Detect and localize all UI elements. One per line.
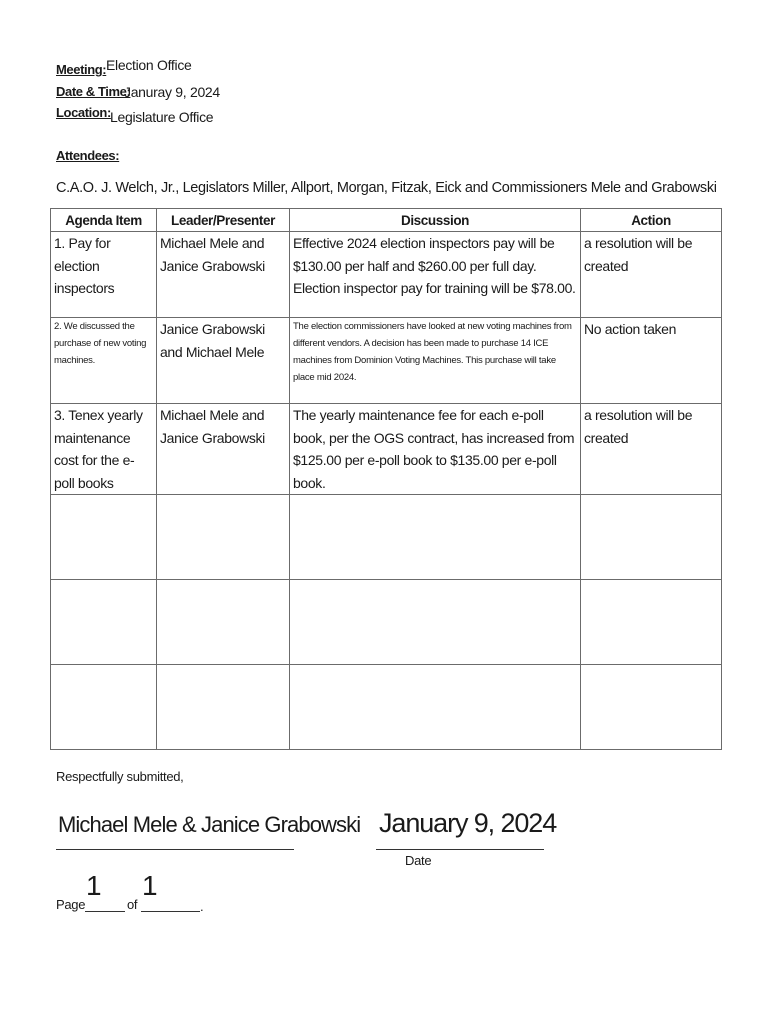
empty-cell: [51, 580, 157, 665]
signature-text: Michael Mele & Janice Grabowski: [58, 812, 361, 837]
page-label: Page: [56, 897, 86, 912]
empty-cell: [51, 665, 157, 750]
signature-line: [56, 849, 294, 850]
leader-cell: Janice Grabowski and Michael Mele: [157, 318, 290, 404]
column-header-leader-presenter: Leader/Presenter: [157, 209, 290, 232]
empty-cell: [290, 495, 581, 580]
column-header-discussion: Discussion: [290, 209, 581, 232]
period: .: [200, 899, 204, 914]
empty-cell: [157, 665, 290, 750]
datetime-value: Januray 9, 2024: [124, 84, 220, 100]
meeting-value: Election Office: [106, 57, 192, 73]
empty-cell: [581, 495, 722, 580]
agenda-item-cell: 3. Tenex yearly maintenance cost for the e-poll books: [51, 404, 157, 495]
date-value: January 9, 2024: [379, 808, 557, 838]
location-value: Legislature Office: [110, 109, 214, 125]
empty-cell: [290, 580, 581, 665]
action-cell: a resolution will be created: [581, 232, 722, 318]
table-header-row: [51, 209, 722, 232]
column-header-action: Action: [581, 209, 722, 232]
empty-cell: [290, 665, 581, 750]
agenda-item-cell: 2. We discussed the purchase of new voting machines.: [51, 318, 157, 404]
table-row: [51, 318, 722, 404]
empty-cell: [51, 495, 157, 580]
empty-cell: [581, 665, 722, 750]
leader-cell: Michael Mele and Janice Grabowski: [157, 232, 290, 318]
page-total-line: [141, 911, 200, 912]
action-cell: No action taken: [581, 318, 722, 404]
empty-cell: [157, 495, 290, 580]
closing-text: Respectfully submitted,: [56, 769, 184, 784]
discussion-cell: Effective 2024 election inspectors pay will be $130.00 per half and $260.00 per full day. Election inspector pay for training will be $78.00.: [290, 232, 581, 318]
empty-table-row: [51, 580, 722, 665]
attendees-label: Attendees:: [56, 148, 120, 163]
discussion-cell: The yearly maintenance fee for each e-poll book, per the OGS contract, has increased from $125.00 per e-poll book to $135.00 per e-poll book.: [290, 404, 581, 495]
column-header-agenda-item: Agenda Item: [51, 209, 157, 232]
empty-table-row: [51, 495, 722, 580]
location-label: Location:: [56, 105, 111, 120]
agenda-item-cell: 1. Pay for election inspectors: [51, 232, 157, 318]
meeting-label: Meeting:: [56, 62, 107, 77]
discussion-cell: The election commissioners have looked at new voting machines from different vendors. A decision has been made to purchase 14 ICE machines from Dominion Voting Machines. This purchase will take place mid 2024.: [290, 318, 581, 404]
empty-table-row: [51, 665, 722, 750]
datetime-label: Date & Time:: [56, 84, 131, 99]
page-number: 1: [86, 870, 102, 901]
empty-cell: [581, 580, 722, 665]
page-number-line: [85, 911, 125, 912]
of-label: of: [127, 897, 138, 912]
action-cell: a resolution will be created: [581, 404, 722, 495]
attendees-list: C.A.O. J. Welch, Jr., Legislators Miller, Allport, Morgan, Fitzak, Eick and Commissioners Mele and Grabowski: [56, 180, 717, 196]
date-label: Date: [405, 853, 432, 868]
table-row: [51, 404, 722, 495]
empty-cell: [157, 580, 290, 665]
date-line: [376, 849, 544, 850]
leader-cell: Michael Mele and Janice Grabowski: [157, 404, 290, 495]
agenda-table: [50, 208, 722, 750]
page-total: 1: [142, 870, 158, 901]
table-row: [51, 232, 722, 318]
